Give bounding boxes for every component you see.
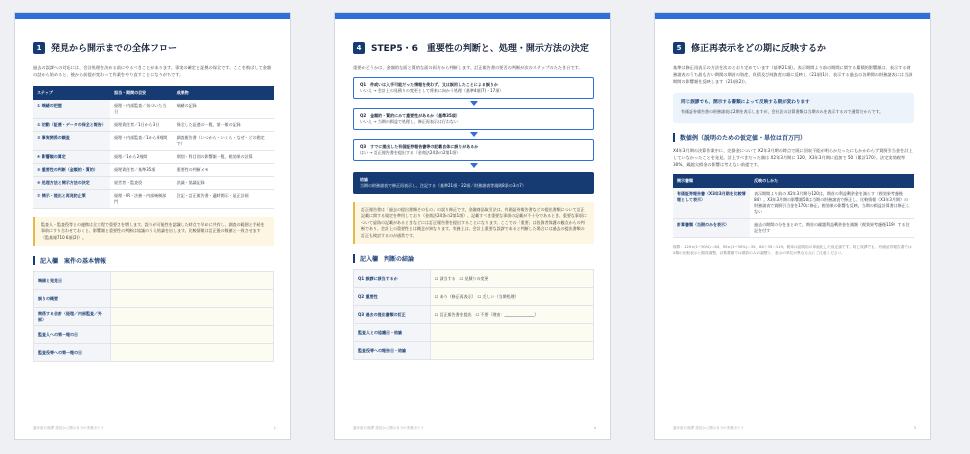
callout-title: 同じ誤謬でも、開示する書類によって反映する期が変わります: [681, 100, 810, 105]
conclusion-box: [353, 172, 594, 194]
lead-text: 重要かどうかは、金額的な面と質的な面の両方から判断します。訂正報告書の要否の判断が次のステップのたたき台です。: [353, 65, 583, 70]
form-label: Q2 重要性: [354, 288, 431, 306]
basic-info-form: [33, 271, 274, 362]
table-cell: 表示期間より前の X2年3月期分120は、期首の利益剰余金を減らす（税効果考慮後84）。X3年3月期の影響額50は当期の財務諸表で修正し、比較情報（X3年3月期）の財務諸表で貸倒引当金を170に修正。税効果の影響も反映。当期の損益計算書は修正しない: [750, 188, 914, 219]
table-cell: ⑤ 重要性の判断（金額的・質的）: [33, 164, 110, 177]
table-cell: 期別・科目別の影響額一覧、税効果の計算: [173, 151, 274, 164]
table-cell: 経理・内部監査／気づいた当日: [110, 100, 173, 119]
table-cell: ⑦ 開示・提出と再発防止策: [33, 190, 110, 209]
flow-question: Q2 金額的・質的にみて重要性があるか（基準35項）: [360, 113, 460, 118]
table-cell: 経理・IR・法務・内部統制部門: [110, 190, 173, 209]
table-cell: 過去の期間の分をまとめて、期首の繰越利益剰余金を減額（税効果考慮後119）する注記を付す: [750, 218, 914, 237]
page-number: 4: [593, 426, 596, 430]
form-row: [354, 270, 594, 288]
form-row: [354, 306, 594, 324]
page-footer: [353, 426, 596, 431]
table-cell: 計算書類（当期のみを表示）: [673, 218, 750, 237]
col-header: 担当・期間の目安: [110, 86, 173, 100]
reflection-table: [673, 174, 914, 238]
section-heading: [673, 41, 914, 54]
lead-text: 過去の誤謬への対応には、会計処理を決める前にやるべきことがあります。事実の確定と証拠の保全です。ここを飛ばして金額の話から始めると、後から前提が変わって作業をやり直すことになりがちです。: [33, 65, 272, 77]
page-number: 1: [273, 426, 276, 430]
section-title: STEP5・6 重要性の判断と、処理・開示方法の決定: [371, 44, 589, 54]
down-arrow-icon: [470, 101, 478, 106]
section-number: 1: [33, 42, 45, 54]
form-row: [34, 326, 274, 344]
callout-box: [673, 93, 914, 123]
form-label: 監査役等への報告日・結論: [354, 342, 431, 360]
table-cell: 決議・協議記録: [173, 177, 274, 190]
note-box: 訂正報告書は「過去の提出書類そのもの」の誤り修正です。金融商品取引法は、有価証券報告書などの提出書類について訂正記載に関する規定を準用しており（金商法24条の2第1項）、記載すべき重要な事項の記載が不十分であるとき、重要な事項について虚偽の記載があるときなどには訂正報告書を提出することになります。ここでの「重要」は投資者保護の観点からの判断であり、会計上の重要性とは概念が異なります。実務上は、会計上重要な誤謬であると判断した場合には過去の提出書類の訂正も検討するのが通常です。: [353, 202, 594, 244]
form-label: Q3 過去の提出書類の訂正: [354, 306, 431, 324]
table-cell: 注記・訂正報告書・適時開示・是正計画: [173, 190, 274, 209]
section-number: 5: [673, 42, 685, 54]
table-cell: 経理責任者／基準35項: [110, 164, 173, 177]
table-cell: 重要性の判断メモ: [173, 164, 274, 177]
form-field[interactable]: [110, 290, 273, 308]
conclusion-title: 結論: [360, 177, 368, 182]
table-row: [673, 218, 914, 237]
table-cell: 調査報告書（いつから・いくら・なぜ・どの勘定で）: [173, 132, 274, 151]
table-cell: 有価証券報告書（X3年3月期を比較情報として表示）: [673, 188, 750, 219]
table-cell: ④ 影響額の算定: [33, 151, 110, 164]
section-title: 修正再表示をどの期に反映するか: [691, 44, 827, 54]
form-label: 監査人との協議日・結論: [354, 324, 431, 342]
form-label: 誤りの概要: [34, 290, 111, 308]
form-field[interactable]: [110, 326, 273, 344]
table-cell: ③ 事実関係の調査: [33, 132, 110, 151]
flow-answer: いいえ → 会計上の見積りの変更として将来に向かう処理（基準4項(7)・17項）: [360, 88, 504, 93]
table-cell: ① 端緒の把握: [33, 100, 110, 119]
table-row: [673, 188, 914, 219]
form-row: [34, 344, 274, 362]
section-heading: [353, 41, 594, 54]
form-field[interactable]: [110, 344, 273, 362]
table-cell: ⑥ 処理方法と開示方法の決定: [33, 177, 110, 190]
form-field[interactable]: [430, 342, 593, 360]
callout-text: 有価証券報告書の財務諸表は2期を表示しますが、会社法の計算書類は当期のみを表示するので通常だからです。: [681, 109, 884, 115]
flow-step: [353, 77, 594, 99]
form-row: [34, 272, 274, 290]
footer-title: 過年度の誤謬 発見から開示までの実務ガイド: [673, 426, 745, 430]
flow-answer: いいえ → 当期の損益で処理し、修正再表示は行わない: [360, 119, 458, 124]
form-label: 監査人への第一報の日: [34, 326, 111, 344]
form-field[interactable]: ☐ あり（修正再表示） ☐ 乏しい（当期処理）: [430, 288, 593, 306]
table-row: [33, 177, 274, 190]
page-footer: [673, 426, 916, 431]
table-cell: 経理責任者／1日から3日: [110, 119, 173, 132]
table-row: [33, 164, 274, 177]
table-row: [33, 119, 274, 132]
form-label: Q1 誤謬に該当するか: [354, 270, 431, 288]
form-field[interactable]: [430, 324, 593, 342]
page-1: [14, 12, 291, 440]
flow-step: [353, 108, 594, 130]
down-arrow-icon: [470, 163, 478, 168]
step-table: [33, 86, 274, 209]
decision-flow: [353, 77, 594, 168]
table-cell: 保全した証憑の一覧、第一報の記録: [173, 119, 274, 132]
form-label: 端緒と発見日: [34, 272, 111, 290]
form-title: 記入欄 案件の基本情報: [33, 256, 274, 265]
flow-question: Q1 件或いは入手可能だった情報を使わず、又は誤用したことによる誤りか: [360, 82, 498, 87]
form-field[interactable]: [110, 308, 273, 326]
flow-question: Q3 すでに提出した有価証券報告書等の記載自体に誤りがあるか: [360, 144, 479, 149]
flow-step: [353, 139, 594, 161]
col-header: 反映のしかた: [750, 174, 914, 188]
col-header: 開示書類: [673, 174, 750, 188]
table-row: [33, 132, 274, 151]
page-footer: [33, 426, 276, 431]
lead-text: 基準は修正再表示の方法を次のとおり定めています（基準21項）。表示期間より前の期間に関する累積的影響額は、表示する財務諸表のうち最も古い期間の期首の資産、負債及び純資産の額に反映し（21項(1)）、表示する過去の各期間の財務諸表には当該期間の影響額を反映します（21項(2)）。: [673, 65, 913, 84]
form-row: [34, 308, 274, 326]
conclusion-form: [353, 269, 594, 360]
form-label: 関係する会計（経理／内部監査／外部）: [34, 308, 111, 326]
table-cell: 経理＋内部監査／1から4週間: [110, 132, 173, 151]
form-title: 記入欄 判断の結論: [353, 254, 594, 263]
footer-title: 過年度の誤謬 発見から開示までの実務ガイド: [33, 426, 105, 430]
table-cell: 経営者・監査役: [110, 177, 173, 190]
section-title: 発見から開示までの全体フロー: [51, 44, 178, 54]
note-box: 監査人・監査役等との連携は全工程で重要さを増します。誤りが可能性を認識した時点で早めに共有し、調査の範囲と手続を事前にすり合わせておくと、影響額と重要性の判断は協議のうえ結論を出します。比較情報は訂正後の数値と一致させます（監基報710 6項(2)）。: [33, 217, 274, 246]
table-row: [33, 151, 274, 164]
section-heading: [33, 41, 274, 54]
form-row: [354, 324, 594, 342]
page-5: [654, 12, 931, 440]
table-cell: 端緒の記録: [173, 100, 274, 119]
form-label: 監査役等への第一報の日: [34, 344, 111, 362]
form-row: [34, 290, 274, 308]
calc-note: 検算：120×(1−30%)＝84、50×(1−30%)＝35、84＋35＝119。税率は説明用の単純化した仮定値です。同じ誤謬でも、有価証券報告書では2期の比較表示と期首調整、計算書類では期首のみの調整と、表示の単位が異なる点にご注意ください。: [673, 244, 912, 255]
table-cell: 経理／1から2週間: [110, 151, 173, 164]
flow-answer: はい → 訂正報告書を提出する（金商法24条の2第1項）: [360, 150, 461, 155]
table-cell: ② 初動（証憑・データの保全と報告）: [33, 119, 110, 132]
footer-title: 過年度の誤謬 発見から開示までの実務ガイド: [353, 426, 425, 430]
table-row: [33, 100, 274, 119]
form-row: [354, 288, 594, 306]
form-field[interactable]: [110, 272, 273, 290]
example-text: X4年3月期の決算作業中に、売掛金について X2年3月期の時点で既に回収不能が明らかだったにもかかわらず貸倒引当金を計上していなかったことを発見。計上すべきだった額は X2年3月期に 120、X3年3月期に追加で 50（累計170）。法定実効税率30%、繰越欠損金の影響は考えない前提です。: [673, 147, 913, 167]
example-title: 数値例（説明のための仮定値・単位は百万円）: [673, 133, 914, 142]
page-number: 5: [913, 426, 916, 430]
section-number: 4: [353, 42, 365, 54]
form-field[interactable]: ☐ 訂正報告書を提出 ☐ 不要（理由：_______________）: [430, 306, 593, 324]
col-header: 成果物: [173, 86, 274, 100]
conclusion-text: 当期の財務諸表で修正再表示し、注記する（基準21項・22項／財務諸表等規則8条の3の7）: [360, 183, 526, 188]
form-field[interactable]: ☐ 該当する ☐ 見積りの変更: [430, 270, 593, 288]
table-row: [33, 190, 274, 209]
page-4: [334, 12, 611, 440]
down-arrow-icon: [470, 132, 478, 137]
form-row: [354, 342, 594, 360]
col-header: ステップ: [33, 86, 110, 100]
